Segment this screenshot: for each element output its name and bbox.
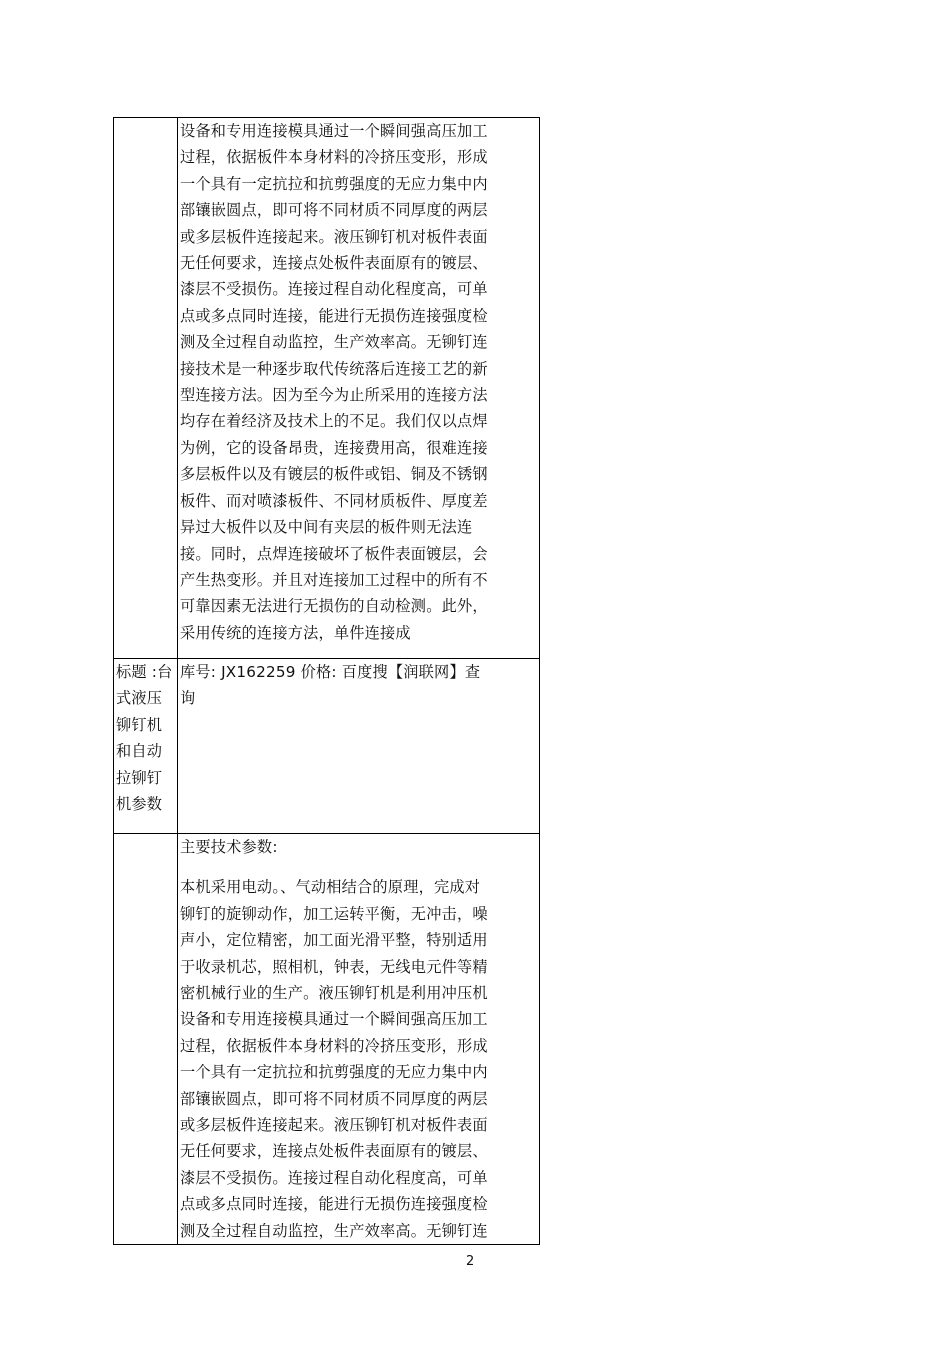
catalog-info-text — [178, 659, 539, 712]
info-cell — [178, 659, 540, 834]
title-line: 拉铆钉 — [116, 768, 163, 787]
parameters-block — [178, 834, 539, 1244]
text-line: 漆层不受损伤。连接过程自动化程度高，可单 — [180, 280, 488, 299]
table-row — [114, 834, 540, 1245]
table-row — [114, 118, 540, 659]
text-line: 部镶嵌圆点，即可将不同材质不同厚度的两层 — [180, 201, 488, 220]
description-cell — [178, 118, 540, 659]
text-line: 无任何要求，连接点处板件表面原有的镀层、 — [180, 1142, 488, 1161]
text-line: 产生热变形。并且对连接加工过程中的所有不 — [180, 570, 488, 589]
text-line: 漆层不受损伤。连接过程自动化程度高，可单 — [180, 1168, 488, 1187]
text-line: 均存在着经济及技术上的不足。我们仅以点焊 — [180, 412, 488, 431]
description-text — [178, 118, 539, 646]
title-line: 机参数 — [116, 795, 163, 814]
title-line: 铆钉机 — [116, 715, 163, 734]
text-line: 或多层板件连接起来。液压铆钉机对板件表面 — [180, 227, 488, 246]
table-row — [114, 659, 540, 834]
parameters-heading: 主要技术参数: — [180, 838, 278, 856]
text-line: 可靠因素无法进行无损伤的自动检测。此外， — [180, 597, 488, 616]
text-line: 型连接方法。因为至今为止所采用的连接方法 — [180, 386, 488, 405]
text-line: 过程，依据板件本身材料的冷挤压变形，形成 — [180, 148, 488, 167]
title-line: 式液压 — [116, 689, 163, 708]
left-cell-empty — [114, 834, 178, 1245]
text-line: 部镶嵌圆点，即可将不同材质不同厚度的两层 — [180, 1089, 488, 1108]
content-table — [113, 117, 540, 1245]
text-line: 采用传统的连接方法，单件连接成 — [180, 623, 411, 642]
text-line: 板件、而对喷漆板件、不同材质板件、厚度差 — [180, 491, 488, 510]
text-line: 于收录机芯，照相机，钟表，无线电元件等精 — [180, 957, 488, 976]
text-line: 过程，依据板件本身材料的冷挤压变形，形成 — [180, 1036, 488, 1055]
info-line: 询 — [180, 689, 196, 708]
text-line: 测及全过程自动监控，生产效率高。无铆钉连 — [180, 1221, 488, 1240]
parameters-cell — [178, 834, 540, 1245]
text-line: 为例，它的设备昂贵，连接费用高，很难连接 — [180, 438, 488, 457]
left-cell-empty — [114, 118, 178, 659]
info-line: 库号: JX162259 价格: 百度搜【润联网】查 — [180, 663, 481, 681]
text-line: 一个具有一定抗拉和抗剪强度的无应力集中内 — [180, 174, 488, 193]
text-line: 密机械行业的生产。液压铆钉机是利用冲压机 — [180, 984, 488, 1003]
text-line: 铆钉的旋铆动作，加工运转平衡，无冲击，噪 — [180, 904, 488, 923]
title-cell — [114, 659, 178, 834]
text-line: 点或多点同时连接，能进行无损伤连接强度检 — [180, 306, 488, 325]
text-line: 接。同时，点焊连接破坏了板件表面镀层，会 — [180, 544, 488, 563]
text-line: 一个具有一定抗拉和抗剪强度的无应力集中内 — [180, 1063, 488, 1082]
page-number: 2 — [466, 1254, 475, 1269]
title-text — [114, 659, 177, 817]
parameters-text — [180, 874, 539, 1244]
spacer — [180, 860, 539, 874]
text-line: 设备和专用连接模具通过一个瞬间强高压加工 — [180, 1010, 488, 1029]
text-line: 测及全过程自动监控，生产效率高。无铆钉连 — [180, 333, 488, 352]
text-line: 异过大板件以及中间有夹层的板件则无法连 — [180, 518, 473, 537]
text-line: 接技术是一种逐步取代传统落后连接工艺的新 — [180, 359, 488, 378]
title-line: 和自动 — [116, 742, 163, 761]
text-line: 无任何要求，连接点处板件表面原有的镀层、 — [180, 254, 488, 273]
text-line: 声小，定位精密，加工面光滑平整，特别适用 — [180, 931, 488, 950]
text-line: 本机采用电动。、气动相结合的原理，完成对 — [180, 878, 481, 897]
text-line: 点或多点同时连接，能进行无损伤连接强度检 — [180, 1195, 488, 1214]
text-line: 多层板件以及有镀层的板件或铝、铜及不锈钢 — [180, 465, 488, 484]
text-line: 或多层板件连接起来。液压铆钉机对板件表面 — [180, 1116, 488, 1135]
text-line: 设备和专用连接模具通过一个瞬间强高压加工 — [180, 122, 488, 140]
title-line: 标题 :台 — [116, 663, 173, 681]
